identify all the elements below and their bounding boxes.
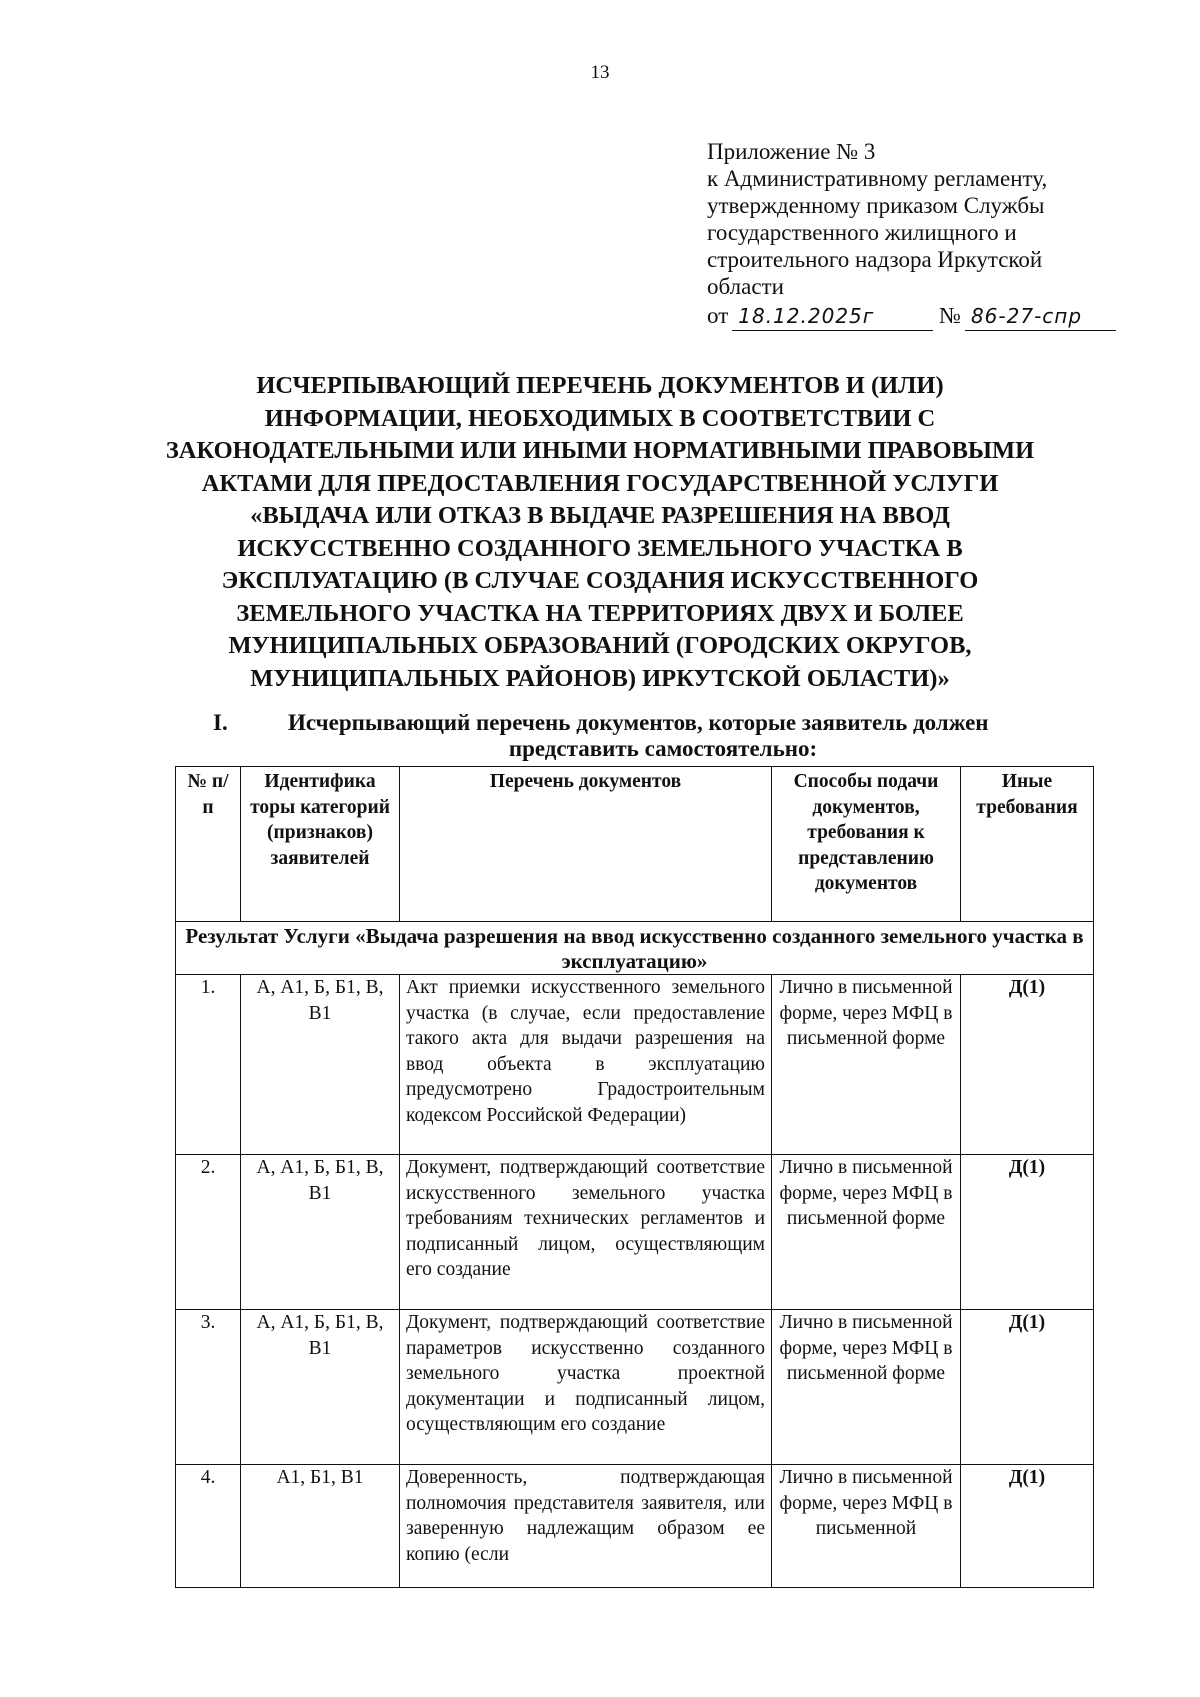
row-categories: А1, Б1, В1 xyxy=(241,1465,400,1588)
order-number-handwritten: 86-27-спр xyxy=(965,303,1116,331)
appendix-line: государственного жилищного и xyxy=(707,220,1017,245)
row-document: Документ, подтверждающий соответствие параметров искусственно созданного земельного участка проектной документации и подписанный лицом, осуществляющим его создание xyxy=(400,1310,772,1465)
row-categories: А, А1, Б, Б1, В, В1 xyxy=(241,1155,400,1310)
title-line: «ВЫДАЧА ИЛИ ОТКАЗ В ВЫДАЧЕ РАЗРЕШЕНИЯ НА ВВОД xyxy=(250,502,950,529)
date-prefix: от xyxy=(707,303,729,328)
title-line: ЗАКОНОДАТЕЛЬНЫМИ ИЛИ ИНЫМИ НОРМАТИВНЫМИ ПРАВОВЫМИ xyxy=(165,437,1035,464)
order-reference-line xyxy=(707,302,1177,331)
appendix-line: к Административному регламенту, xyxy=(707,166,1048,191)
row-document: Акт приемки искусственного земельного участка (в случае, если предоставление такого акта для выдачи разрешения на ввод объекта в эксплуатацию предусмотрено Градостроительным кодексом Российской Федерации) xyxy=(400,975,772,1155)
title-line: МУНИЦИПАЛЬНЫХ РАЙОНОВ) ИРКУТСКОЙ ОБЛАСТИ)» xyxy=(250,664,950,692)
row-number: 2. xyxy=(176,1155,241,1310)
appendix-block xyxy=(707,138,1177,331)
row-method: Лично в письменной форме, через МФЦ в письменной форме xyxy=(772,975,961,1155)
section-number: I. xyxy=(213,710,228,735)
header-categories: Идентифика торы категорий (признаков) заявителей xyxy=(241,767,400,922)
page-number: 13 xyxy=(590,62,610,83)
row-other: Д(1) xyxy=(961,1155,1094,1310)
row-method: Лично в письменной форме, через МФЦ в письменной форме xyxy=(772,1310,961,1465)
header-number: № п/п xyxy=(176,767,241,922)
title-line: ИНФОРМАЦИИ, НЕОБХОДИМЫХ В СООТВЕТСТВИИ С xyxy=(264,404,936,432)
order-date-handwritten: 18.12.2025г xyxy=(732,303,933,331)
title-line: ЗЕМЕЛЬНОГО УЧАСТКА НА ТЕРРИТОРИЯХ ДВУХ И БОЛЕЕ xyxy=(236,599,964,627)
title-line: ИСЧЕРПЫВАЮЩИЙ ПЕРЕЧЕНЬ ДОКУМЕНТОВ И (ИЛИ) xyxy=(256,372,944,399)
row-categories: А, А1, Б, Б1, В, В1 xyxy=(241,1310,400,1465)
row-number: 3. xyxy=(176,1310,241,1465)
result-row xyxy=(176,922,1094,975)
row-number: 4. xyxy=(176,1465,241,1588)
result-heading: Результат Услуги «Выдача разрешения на ввод искусственно созданного земельного участка в эксплуатацию» xyxy=(176,922,1094,975)
table-row xyxy=(176,1465,1094,1588)
title-line: ИСКУССТВЕННО СОЗДАННОГО ЗЕМЕЛЬНОГО УЧАСТКА В xyxy=(237,534,963,562)
document-title xyxy=(140,370,1060,695)
section-title-line-1: Исчерпывающий перечень документов, которые заявитель должен xyxy=(288,710,989,735)
header-methods: Способы подачи документов, требования к представлению документов xyxy=(772,767,961,922)
row-method: Лично в письменной форме, через МФЦ в письменной xyxy=(772,1465,961,1588)
row-document: Документ, подтверждающий соответствие искусственного земельного участка требованиям технических регламентов и подписанный лицом, осуществляющим его создание xyxy=(400,1155,772,1310)
table-row xyxy=(176,1155,1094,1310)
title-line: ЭКСПЛУАТАЦИЮ (В СЛУЧАЕ СОЗДАНИЯ ИСКУССТВЕННОГО xyxy=(221,567,979,594)
appendix-line: Приложение № 3 xyxy=(707,139,876,164)
row-number: 1. xyxy=(176,975,241,1155)
title-line: АКТАМИ ДЛЯ ПРЕДОСТАВЛЕНИЯ ГОСУДАРСТВЕННОЙ УСЛУГИ xyxy=(201,469,999,497)
row-other: Д(1) xyxy=(961,975,1094,1155)
appendix-line: утвержденному приказом Службы xyxy=(707,193,1045,218)
row-categories: А, А1, Б, Б1, В, В1 xyxy=(241,975,400,1155)
table-header-row xyxy=(176,767,1094,922)
number-prefix: № xyxy=(939,303,961,328)
header-other-requirements: Иные требования xyxy=(961,767,1094,922)
section-title-line-2: представить самостоятельно: xyxy=(508,736,818,761)
row-method: Лично в письменной форме, через МФЦ в письменной форме xyxy=(772,1155,961,1310)
table-row xyxy=(176,1310,1094,1465)
row-other: Д(1) xyxy=(961,1310,1094,1465)
table-row xyxy=(176,975,1094,1155)
header-documents: Перечень документов xyxy=(400,767,772,922)
appendix-line: области xyxy=(707,274,784,299)
appendix-line: строительного надзора Иркутской xyxy=(707,247,1043,272)
documents-table xyxy=(175,766,1094,1588)
row-document: Доверенность, подтверждающая полномочия представителя заявителя, или заверенную надлежащим образом ее копию (если xyxy=(400,1465,772,1588)
title-line: МУНИЦИПАЛЬНЫХ ОБРАЗОВАНИЙ (ГОРОДСКИХ ОКРУГОВ, xyxy=(228,632,972,659)
row-other: Д(1) xyxy=(961,1465,1094,1588)
